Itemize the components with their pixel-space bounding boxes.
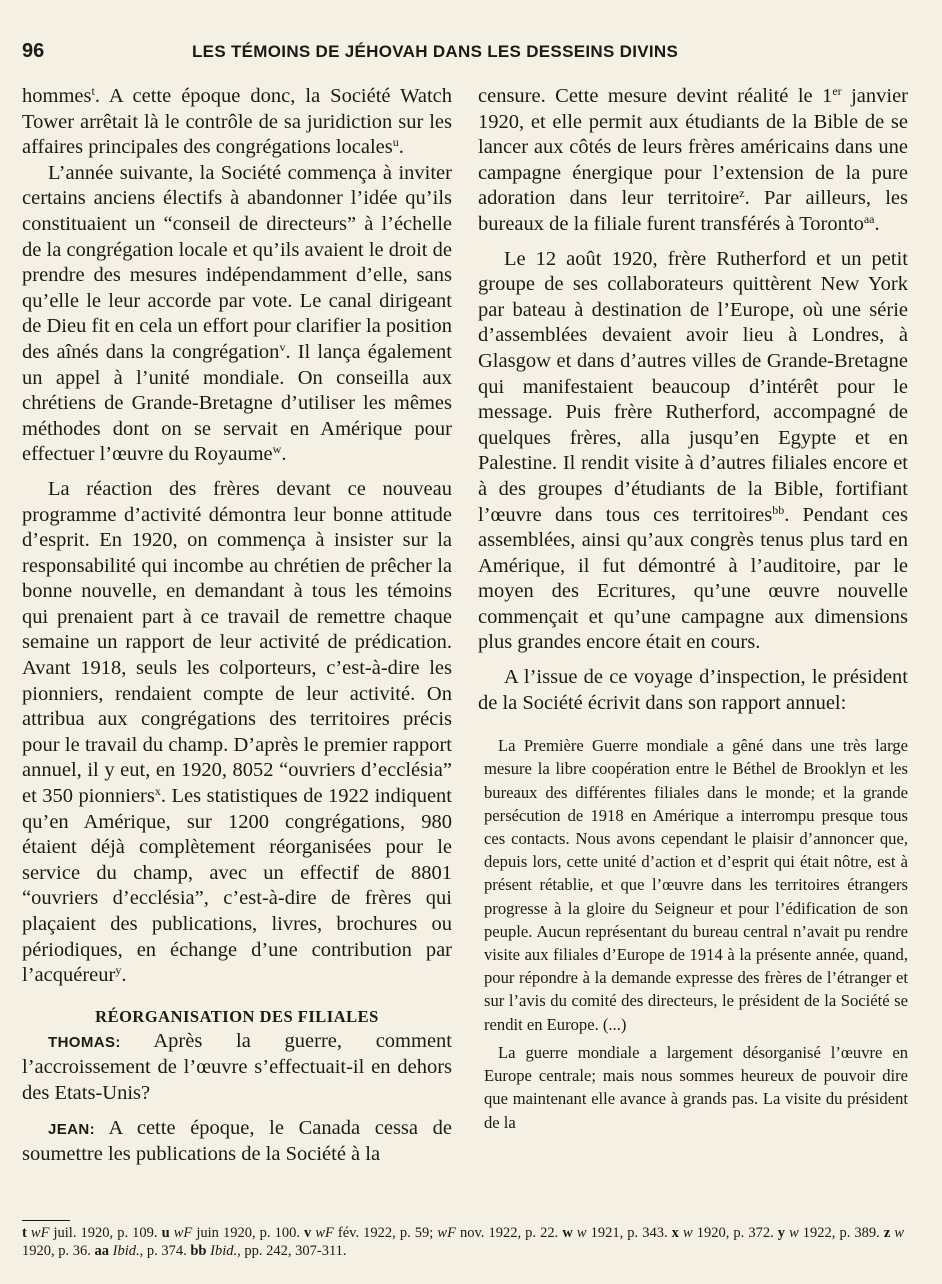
question-paragraph: THOMAS: Après la guerre, comment l’accroissement de l’œuvre s’effectuait-il en dehors des Etats-Unis? xyxy=(22,1029,452,1104)
paragraph-5: Le 12 août 1920, frère Rutherford et un petit groupe de ses collaborateurs quittèrent New York par bateau à destination de l’Europe, où une série d’assemblées devaient avoir lieu à Londres, à Glasgow et dans d’autres villes de Grande-Bretagne qui manifestaient beaucoup d’intérêt pour le message. Puis frère Rutherford, accompagné de quelques frères, alla jusqu’en Egypte et en Palestine. Il rendit visite à d’autres filiales encore et à des groupes d’étudiants de la Bible, fortifiant l’œuvre dans tous ces territoires$^{bb}$. Pendant ces assemblées, ainsi qu’aux congrès tenus plus tard en Amérique, il fut démontré à l’auditoire, par le moyen des Ecritures, qu’une œuvre nouvelle commençait et qu’une campagne aux dimensions plus grandes encore était en cours. xyxy=(478,247,908,654)
page-header xyxy=(22,40,922,70)
footnote-ref-w[interactable]: w xyxy=(272,442,282,457)
quote-paragraph-1: La Première Guerre mondiale a gêné dans une très large mesure la libre coopération entre le Béthel de Brooklyn et les bureaux des différentes filiales dans le monde; et la grande persécution de 1918 en Amérique a interrompu presque tous ces contacts. Nous avons cependant le plaisir d’annoncer que, depuis lors, cette unité d’action et d’esprit qui était nôtre, est à présent rétablie, et que l’œuvre dans les territoires étrangers progresse à la gloire du Seigneur et pour l’édification de son peuple. Aucun représentant du bureau central n’avait pu rendre visite aux filiales d’Europe de 1914 à la présente année, quand, pour répondre à la demande expresse des frères de l’étranger et sur l’avis du comité des directeurs, le président de la Société se rendit en Europe. (...) xyxy=(484,736,908,1034)
footnote-ref-v[interactable]: v xyxy=(279,339,286,354)
speaker-thomas: THOMAS: xyxy=(48,1033,121,1051)
block-quote xyxy=(478,734,908,1133)
right-column xyxy=(478,84,908,1134)
footnote-ref-y[interactable]: y xyxy=(115,963,122,978)
footnote-ref-z[interactable]: z xyxy=(739,186,745,201)
page-number: 96 xyxy=(22,40,45,62)
running-title: LES TÉMOINS DE JÉHOVAH DANS LES DESSEINS DIVINS xyxy=(192,42,679,61)
footnotes: t wF juil. 1920, p. 109. u wF juin 1920, p. 100. v wF fév. 1922, p. 59; wF nov. 1922, p. 22. w w 1921, p. 343. x w 1920, p. 372. y w 1922, p. 389. z w 1920, p. 36. aa Ibid., p. 374. bb Ibid., pp. 242, 307-311. xyxy=(22,1225,905,1259)
paragraph-3: La réaction des frères devant ce nouveau programme d’activité démontra leur bonne attitude d’esprit. En 1920, on commença à insister sur la responsabilité qui incombe au chrétien de prêcher la bonne nouvelle, en demandant à tous les témoins qui prenaient part à ce travail de remettre chaque semaine un rapport de leur activité de prédication. Avant 1918, seuls les colporteurs, c’est-à-dire les pionniers, rendaient compte de leur activité. On attribua aux congrégations des territoires précis pour le travail du champ. D’après le premier rapport annuel, il y eut, en 1920, 8052 “ouvriers d’ecclésia” et 350 pionniers$^x$. Les statistiques de 1922 indiquent qu’en Amérique, sur 1200 congrégations, 980 étaient déjà complètement réorganisées pour le service du champ, avec un effectif de 8801 “ouvriers d’ecclésia”, c’est-à-dire de frères qui plaçaient des publications, livres, brochures ou périodiques, en échange d’une contribution par l’acquéreur$^y$. xyxy=(22,477,452,987)
footnote-ref-t[interactable]: t xyxy=(91,84,95,98)
paragraph-6: A l’issue de ce voyage d’inspection, le président de la Société écrivit dans son rapport annuel: xyxy=(478,666,908,714)
footnote-ref-bb[interactable]: bb xyxy=(772,502,785,517)
left-column xyxy=(22,84,452,1168)
footnote-ref-u[interactable]: u xyxy=(392,135,399,150)
footnote-ref-x[interactable]: x xyxy=(154,784,161,799)
quote-paragraph-2: La guerre mondiale a largement désorganisé l’œuvre en Europe centrale; mais nous sommes heureux de pouvoir dire que maintenant elle avance à grands pas. La visite du président de la xyxy=(484,1042,908,1132)
paragraph-4: censure. Cette mesure devint réalité le 1er janvier 1920, et elle permit aux étudiants de la Bible de se lancer aux côtés de leurs frères américains dans une campagne énergique pour l’extension de la pure adoration dans leur territoire$^z$. Par ailleurs, les bureaux de la filiale furent transférés à Toronto$^{aa}$. xyxy=(478,84,908,235)
paragraph-2: L’année suivante, la Société commença à inviter certains anciens électifs à abandonner l’idée qu’ils constituaient un “conseil de directeurs” à l’échelle de la congrégation locale et qu’ils avaient le droit de prendre des mesures indépendamment d’elle, sans qu’elle le leur accorde par vote. Le canal dirigeant de Dieu fit en cela un effort pour clarifier la position des aînés dans la congrégation$^v$. Il lança également un appel à l’unité mondiale. On conseilla aux chrétiens de Grande-Bretagne d’utiliser les mêmes méthodes dont on se servait en Amérique pour effectuer l’œuvre du Royaume$^w$. xyxy=(22,161,453,466)
superscript-er: er xyxy=(832,84,842,98)
section-subheading: RÉORGANISATION DES FILIALES xyxy=(95,1006,379,1026)
footnote-rule xyxy=(22,1220,70,1221)
paragraph-1: hommes$^t$. A cette époque donc, la Société Watch Tower arrêtait là le contrôle de sa juridiction sur les affaires principales des congrégations locales$^u$. xyxy=(22,84,452,159)
footnote-ref-aa[interactable]: aa xyxy=(863,211,875,226)
speaker-jean: JEAN: xyxy=(48,1120,96,1138)
answer-paragraph: JEAN: A cette époque, le Canada cessa de soumettre les publications de la Société à la xyxy=(22,1116,452,1166)
